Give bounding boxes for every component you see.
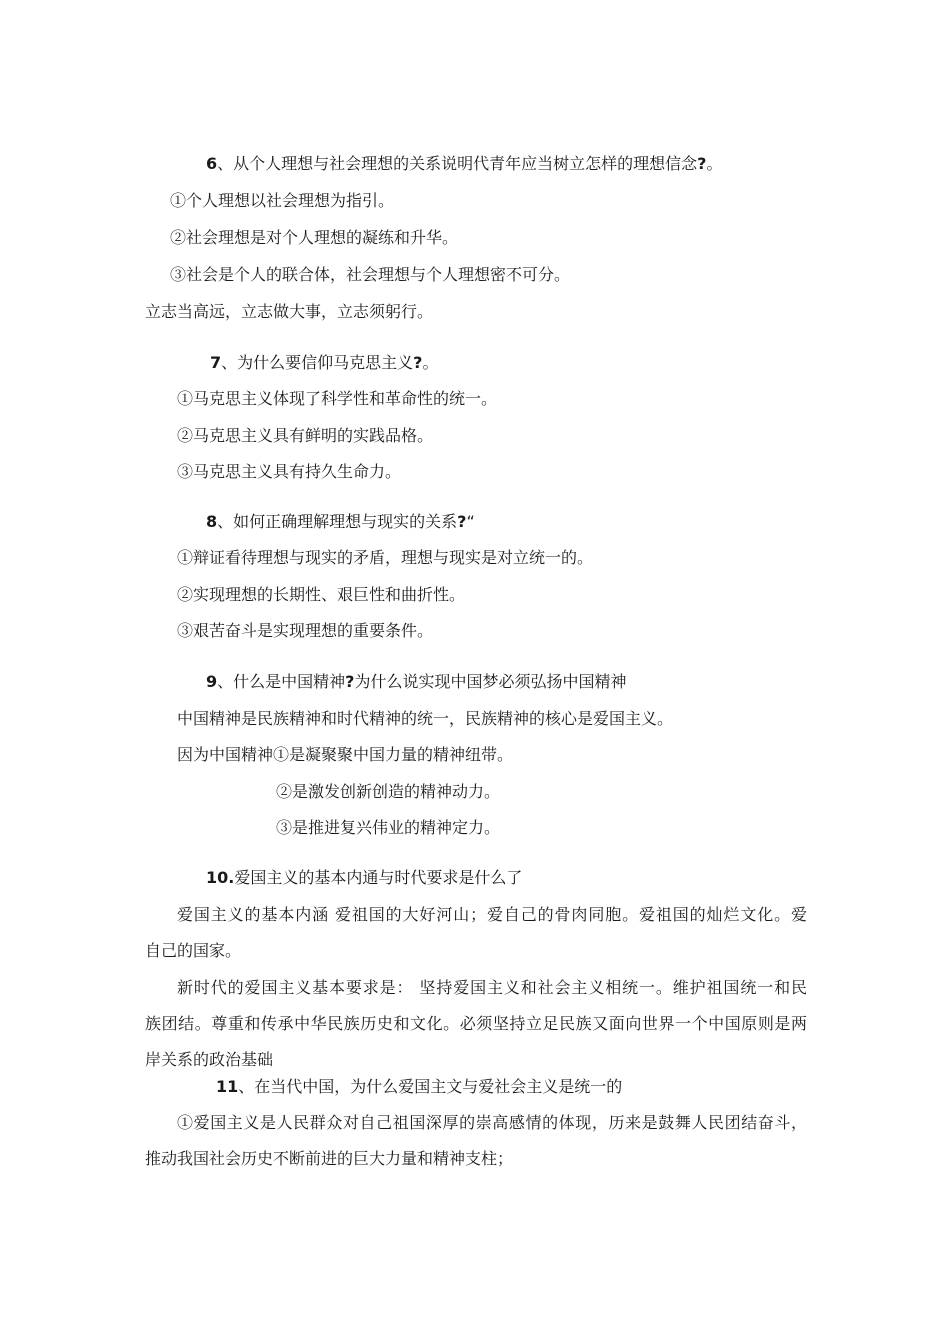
answer-conclusion: 立志当高远，立志做大事，立志须躬行。 bbox=[145, 302, 434, 321]
question-mark: ? bbox=[457, 512, 467, 531]
question-mark: ? bbox=[697, 154, 707, 173]
answer-point: ②马克思主义具有鲜明的实践品格。 bbox=[177, 426, 434, 445]
answer-reason: ②是激发创新创造的精神动力。 bbox=[276, 782, 501, 801]
question-text: 、在当代中国，为什么爱国主文与爱社会主义是统一的 bbox=[238, 1077, 623, 1096]
question-number: 9 bbox=[206, 672, 218, 691]
answer-point: ②实现理想的长期性、艰巨性和曲折性。 bbox=[177, 585, 466, 604]
answer-text: 中国精神是民族精神和时代精神的统一，民族精神的核心是爱国主义。 bbox=[177, 709, 674, 728]
answer-paragraph-line: 岸关系的政治基础 bbox=[145, 1050, 274, 1069]
question-mark: ? bbox=[345, 672, 355, 691]
answer-point: ②社会理想是对个人理想的凝练和升华。 bbox=[170, 228, 459, 247]
answer-reason: ③是推进复兴伟业的精神定力。 bbox=[276, 818, 501, 837]
question-6-heading bbox=[206, 154, 722, 174]
question-mark: ? bbox=[413, 353, 423, 372]
answer-paragraph-line: 自己的国家。 bbox=[145, 941, 242, 960]
question-9-heading bbox=[206, 672, 626, 692]
question-number: 11 bbox=[216, 1077, 239, 1096]
question-tail: 。 bbox=[706, 154, 723, 173]
answer-paragraph-line: 族团结。尊重和传承中华民族历史和文化。必须坚持立足民族又面向世界一个中国原则是两 bbox=[145, 1014, 807, 1033]
question-tail: 为什么说实现中国梦必须弘扬中国精神 bbox=[354, 672, 627, 691]
question-number: 10. bbox=[206, 868, 235, 887]
answer-reason: 因为中国精神①是凝聚聚中国力量的精神纽带。 bbox=[177, 745, 514, 764]
answer-point: ①辩证看待理想与现实的矛盾，理想与现实是对立统一的。 bbox=[177, 548, 594, 567]
question-10-heading bbox=[206, 868, 522, 888]
question-8-heading bbox=[206, 512, 475, 532]
question-number: 6 bbox=[206, 154, 218, 173]
question-text: 、从个人理想与社会理想的关系说明代青年应当树立怎样的理想信念 bbox=[217, 154, 698, 173]
question-text: 、如何正确理解理想与现实的关系 bbox=[217, 512, 458, 531]
answer-point: ③马克思主义具有持久生命力。 bbox=[177, 462, 402, 481]
question-text: 爱国主义的基本内通与时代要求是什么了 bbox=[234, 868, 523, 887]
question-tail: 。 bbox=[422, 353, 439, 372]
question-number: 8 bbox=[206, 512, 218, 531]
answer-point: ①个人理想以社会理想为指引。 bbox=[170, 191, 395, 210]
question-7-heading bbox=[210, 353, 438, 373]
question-text: 、为什么要信仰马克思主义 bbox=[221, 353, 414, 372]
question-number: 7 bbox=[210, 353, 222, 372]
answer-paragraph-line: 爱国主义的基本内涵 爱祖国的大好河山；爱自己的骨肉同胞。爱祖国的灿烂文化。爱 bbox=[177, 905, 807, 924]
answer-paragraph-line: 推动我国社会历史不断前进的巨大力量和精神支柱； bbox=[145, 1149, 514, 1168]
answer-point: ③社会是个人的联合体，社会理想与个人理想密不可分。 bbox=[170, 265, 571, 284]
question-tail: “ bbox=[466, 512, 475, 531]
answer-paragraph-line: ①爱国主义是人民群众对自己祖国深厚的崇高感情的体现，历来是鼓舞人民团结奋斗， bbox=[177, 1113, 807, 1132]
answer-point: ①马克思主义体现了科学性和革命性的统一。 bbox=[177, 389, 498, 408]
question-text: 、什么是中国精神 bbox=[217, 672, 346, 691]
question-11-heading bbox=[216, 1077, 622, 1097]
answer-paragraph-line: 新时代的爱国主义基本要求是： 坚持爱国主义和社会主义相统一。维护祖国统一和民 bbox=[177, 978, 807, 997]
answer-point: ③艰苦奋斗是实现理想的重要条件。 bbox=[177, 621, 434, 640]
